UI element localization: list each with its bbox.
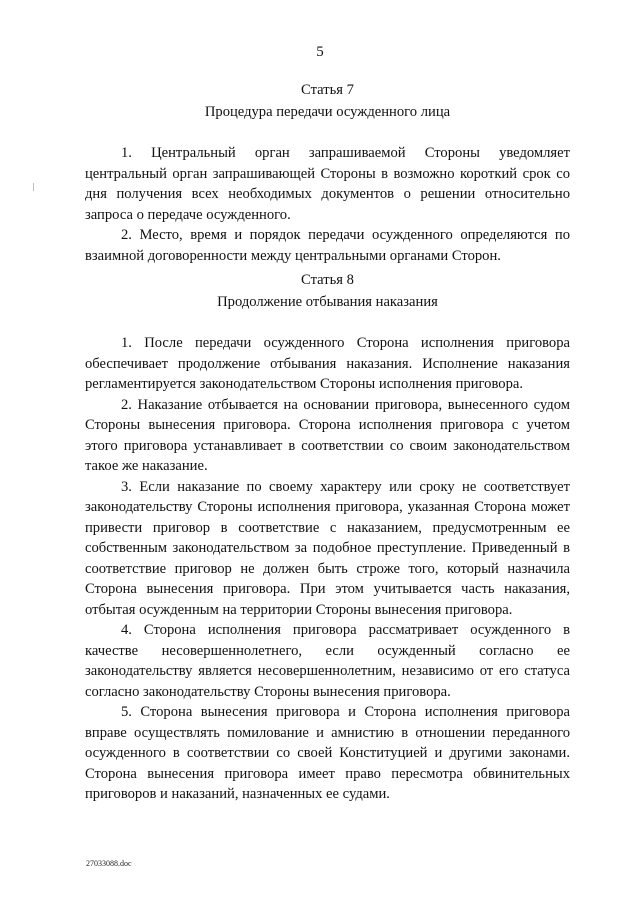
article-8-paragraph-3: 3. Если наказание по своему характеру или сроку не соответствует законодательству Стороны исполнения приговора, указанная Сторона может привести приговор в соответствие с наказанием, предусмотренным ее собственным законодательством за подобное преступление. Приведенный в соответствие приговор не должен быть строже того, который назначила Сторона вынесения приговора. При этом учитывается часть наказания, отбытая осужденным на территории Стороны вынесения приговора. bbox=[85, 478, 570, 618]
article-8-section bbox=[85, 269, 570, 805]
footer-filename: 27033088.doc bbox=[86, 859, 132, 868]
article-8-paragraph-1: 1. После передачи осужденного Сторона исполнения приговора обеспечивает продолжение отбывания наказания. Исполнение наказания регламентируется законодательством Стороны исполнения приговора. bbox=[85, 335, 570, 392]
article-7-title: Процедура передачи осужденного лица bbox=[204, 104, 451, 120]
article-7-section bbox=[85, 79, 570, 266]
article-8-heading: Статья 8 bbox=[301, 272, 354, 288]
article-8-paragraph-4: 4. Сторона исполнения приговора рассматривает осужденного в качестве несовершеннолетнего, если осужденный согласно ее законодательству является несовершеннолетним, независимо от его статуса согласно законодательству Стороны вынесения приговора. bbox=[85, 622, 570, 700]
article-8-paragraph-2: 2. Наказание отбывается на основании приговора, вынесенного судом Стороны вынесения приговора. Сторона исполнения приговора с учетом этого приговора устанавливает в соответствии со своим законодательством такое же наказание. bbox=[85, 396, 570, 474]
article-7-paragraph-1: 1. Центральный орган запрашиваемой Стороны уведомляет центральный орган запрашивающей Стороны в возможно короткий срок со дня получения всех необходимых документов о решении относительно запроса о передаче осужденного. bbox=[85, 145, 570, 223]
article-7-heading: Статья 7 bbox=[301, 82, 354, 98]
page-number: 5 bbox=[316, 44, 324, 60]
margin-mark bbox=[33, 183, 34, 191]
article-8-paragraph-5: 5. Сторона вынесения приговора и Сторона исполнения приговора вправе осуществлять помилование и амнистию в отношении переданного осужденного в соответствии со своей Конституцией и другими законами. Сторона вынесения приговора имеет право пересмотра обвинительных приговоров и наказаний, назначенных ее судами. bbox=[85, 704, 570, 802]
article-8-paragraphs bbox=[85, 333, 570, 805]
article-8-title: Продолжение отбывания наказания bbox=[217, 294, 438, 310]
article-7-paragraphs bbox=[85, 143, 570, 266]
article-7-paragraph-2: 2. Место, время и порядок передачи осужденного определяются по взаимной договоренности между центральными органами Сторон. bbox=[85, 227, 570, 264]
